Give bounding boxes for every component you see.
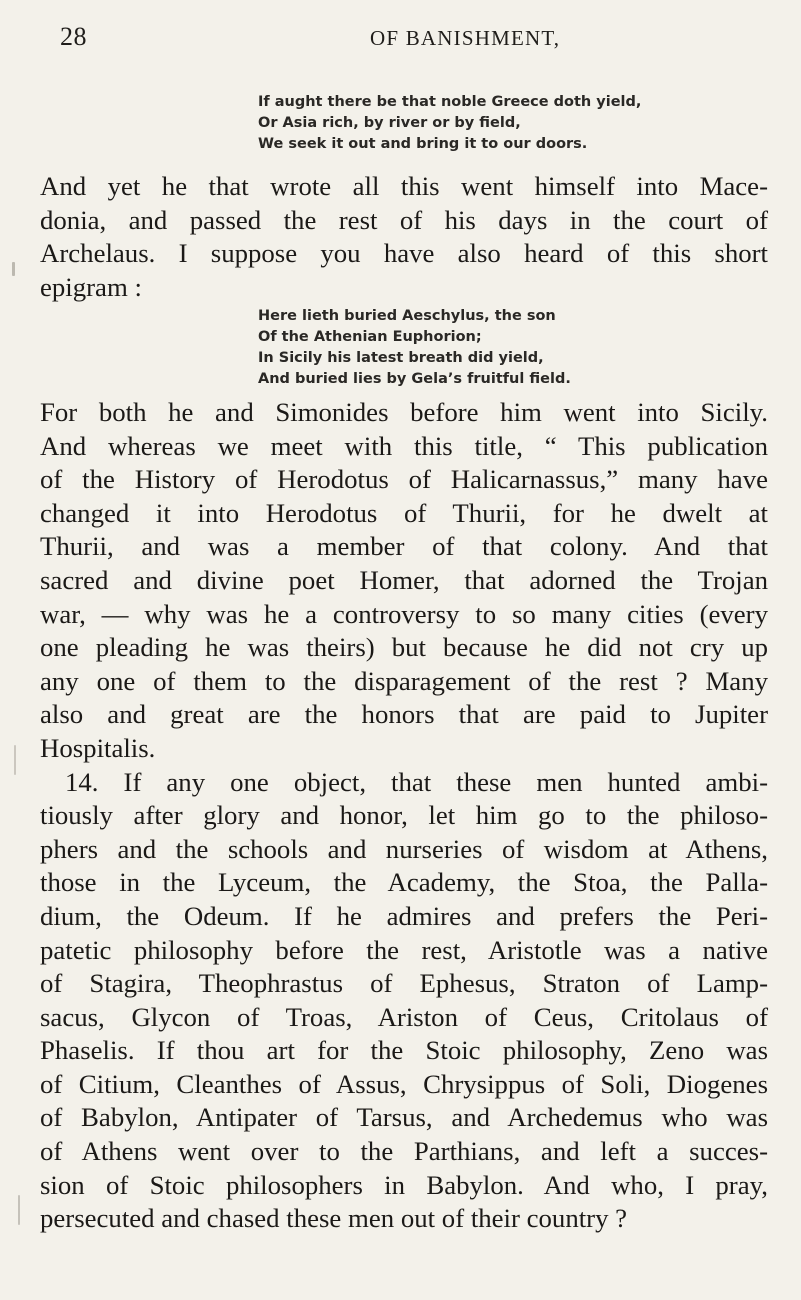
text-line: changed it into Herodotus of Thurii, for he dwelt at: [40, 497, 768, 528]
text-line: Hospitalis.: [40, 732, 156, 763]
verse-line: We seek it out and bring it to our doors.: [258, 136, 588, 152]
paper-speck: [12, 262, 15, 276]
text-line: one pleading he was theirs) but because he did not cry up: [40, 632, 768, 663]
verse-line: Of the Athenian Euphorion;: [258, 329, 482, 345]
text-line: of Babylon, Antipater of Tarsus, and Archedemus who was: [40, 1102, 768, 1133]
text-line: persecuted and chased these men out of their country ?: [40, 1203, 628, 1234]
verse-line: Or Asia rich, by river or by field,: [258, 115, 521, 131]
page-number: 28: [60, 22, 87, 51]
text-line: Phaselis. If thou art for the Stoic philosophy, Zeno was: [40, 1035, 768, 1066]
verse-line: If aught there be that noble Greece doth yield,: [258, 94, 642, 110]
verse-line: Here lieth buried Aeschylus, the son: [258, 308, 556, 324]
paragraph-macedonia: [40, 170, 768, 304]
text-line: sion of Stoic philosophers in Babylon. And who, I pray,: [40, 1169, 768, 1200]
text-line: sacus, Glycon of Troas, Ariston of Ceus, Critolaus of: [40, 1001, 768, 1032]
verse-epigram-aeschylus: [258, 306, 738, 390]
text-line: And whereas we meet with this title, “ This publication: [40, 430, 768, 461]
text-line: dium, the Odeum. If he admires and prefers the Peri-: [40, 900, 768, 931]
text-line: And yet he that wrote all this went himself into Mace-: [40, 171, 768, 201]
text-line: epigram :: [40, 271, 142, 302]
text-line: of Citium, Cleanthes of Assus, Chrysippus of Soli, Diogenes: [40, 1068, 768, 1099]
text-line: any one of them to the disparagement of the rest ? Many: [40, 665, 768, 696]
main-text: [40, 396, 768, 1236]
text-line: patetic philosophy before the rest, Aristotle was a native: [40, 934, 768, 965]
page-header: [60, 22, 760, 58]
text-line: also and great are the honors that are paid to Jupiter: [40, 699, 768, 730]
text-line: phers and the schools and nurseries of wisdom at Athens,: [40, 833, 768, 864]
verse-line: In Sicily his latest breath did yield,: [258, 350, 544, 366]
text-line: those in the Lyceum, the Academy, the Stoa, the Palla-: [40, 867, 768, 898]
paper-speck: [14, 745, 16, 775]
paragraph-sicily: [40, 396, 768, 766]
paper-speck: [18, 1195, 20, 1225]
text-line: Thurii, and was a member of that colony. And that: [40, 531, 768, 562]
running-head: OF BANISHMENT,: [370, 26, 561, 50]
text-line: tiously after glory and honor, let him go to the philoso-: [40, 800, 768, 831]
text-line: Archelaus. I suppose you have also heard of this short: [40, 238, 768, 269]
text-line: of the History of Herodotus of Halicarnassus,” many have: [40, 464, 768, 495]
text-line: war, — why was he a controversy to so many cities (every: [40, 598, 768, 629]
text-line: 14. If any one object, that these men hunted ambi-: [65, 766, 768, 797]
paragraph-philosophers: [40, 766, 768, 1236]
verse-quotation-greece: [258, 92, 738, 155]
text-line: of Athens went over to the Parthians, and left a succes-: [40, 1136, 768, 1167]
text-line: For both he and Simonides before him went into Sicily.: [40, 397, 768, 427]
verse-line: And buried lies by Gela’s fruitful field.: [258, 371, 571, 387]
text-line: of Stagira, Theophrastus of Ephesus, Straton of Lamp-: [40, 968, 768, 999]
text-line: sacred and divine poet Homer, that adorned the Trojan: [40, 564, 768, 595]
text-line: donia, and passed the rest of his days in the court of: [40, 204, 768, 235]
